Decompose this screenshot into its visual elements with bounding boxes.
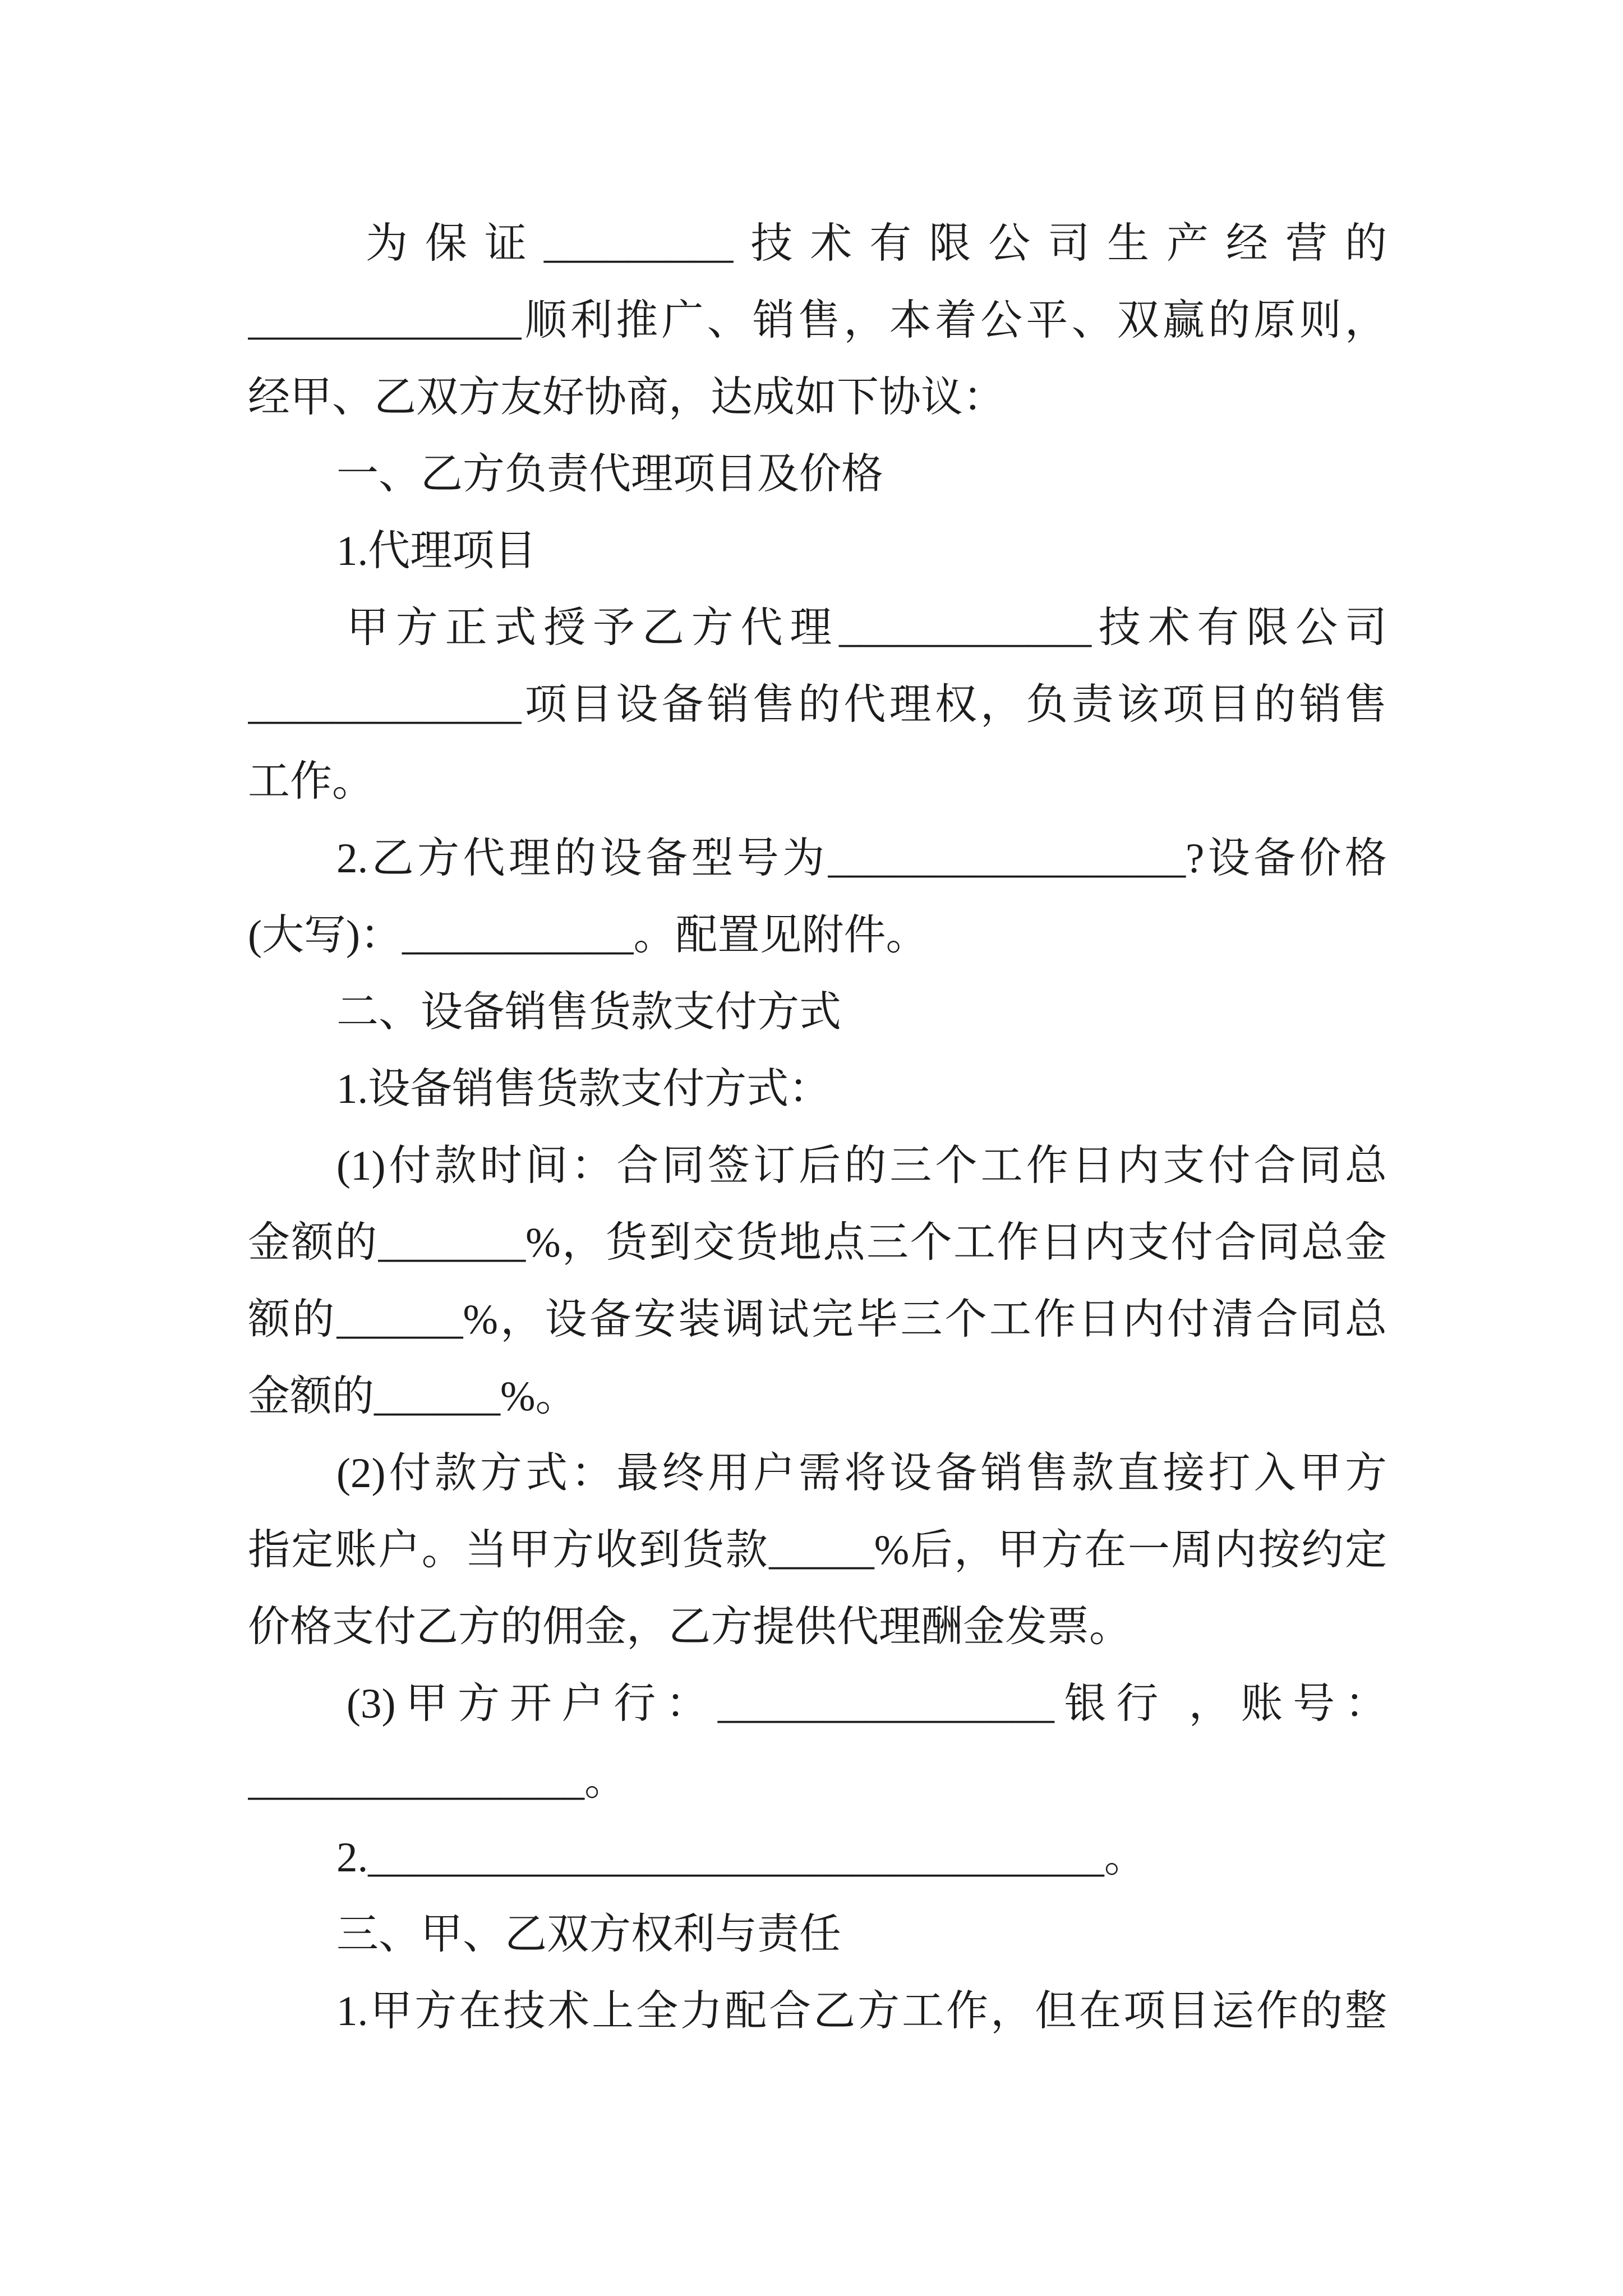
paragraph-line: 指定账户。当甲方收到货款_____%后，甲方在一周内按约定 (248, 1527, 1387, 1573)
paragraph-line: ________________。 (248, 1757, 627, 1804)
intro-line: 经甲、乙双方友好协商，达成如下协议： (248, 374, 1006, 421)
clause-heading: 1.代理项目 (336, 528, 537, 574)
paragraph-line: 价格支付乙方的佣金，乙方提供代理酬金发票。 (248, 1604, 1132, 1650)
paragraph-line: 额的______%，设备安装调试完毕三个工作日内付清合同总 (248, 1296, 1387, 1343)
paragraph-line: 金额的______%。 (248, 1373, 578, 1420)
clause-heading: 2.___________________________________。 (336, 1834, 1146, 1881)
section-heading: 一、乙方负责代理项目及价格 (336, 451, 884, 498)
section-heading: 三、甲、乙双方权利与责任 (336, 1911, 842, 1958)
paragraph-line: 1.甲方在技术上全力配合乙方工作，但在项目运作的整 (336, 1988, 1387, 2035)
paragraph-line: (3)甲方开户行：________________银行 ，账号： (347, 1681, 1387, 1727)
contract-body (248, 205, 1387, 2050)
paragraph-line: 甲方正式授予乙方代理____________技术有限公司 (347, 605, 1387, 651)
clause-heading: 1.设备销售货款支付方式： (336, 1066, 831, 1112)
paragraph-line: 工作。 (248, 758, 375, 805)
paragraph-line: (大写)：___________。配置见附件。 (248, 912, 928, 959)
intro-line: _____________顺利推广、销售，本着公平、双赢的原则， (248, 297, 1387, 344)
paragraph-line: _____________项目设备销售的代理权，负责该项目的销售 (248, 682, 1387, 728)
paragraph-line: 2.乙方代理的设备型号为_________________?设备价格 (336, 835, 1387, 882)
section-heading: 二、设备销售货款支付方式 (336, 989, 842, 1036)
paragraph-line: (1)付款时间：合同签订后的三个工作日内支付合同总 (336, 1143, 1387, 1189)
paragraph-line: 金额的_______%，货到交货地点三个工作日内支付合同总金 (248, 1220, 1387, 1266)
paragraph-line: (2)付款方式：最终用户需将设备销售款直接打入甲方 (336, 1450, 1387, 1497)
intro-line: 为保证_________技术有限公司生产经营的 (366, 220, 1387, 267)
